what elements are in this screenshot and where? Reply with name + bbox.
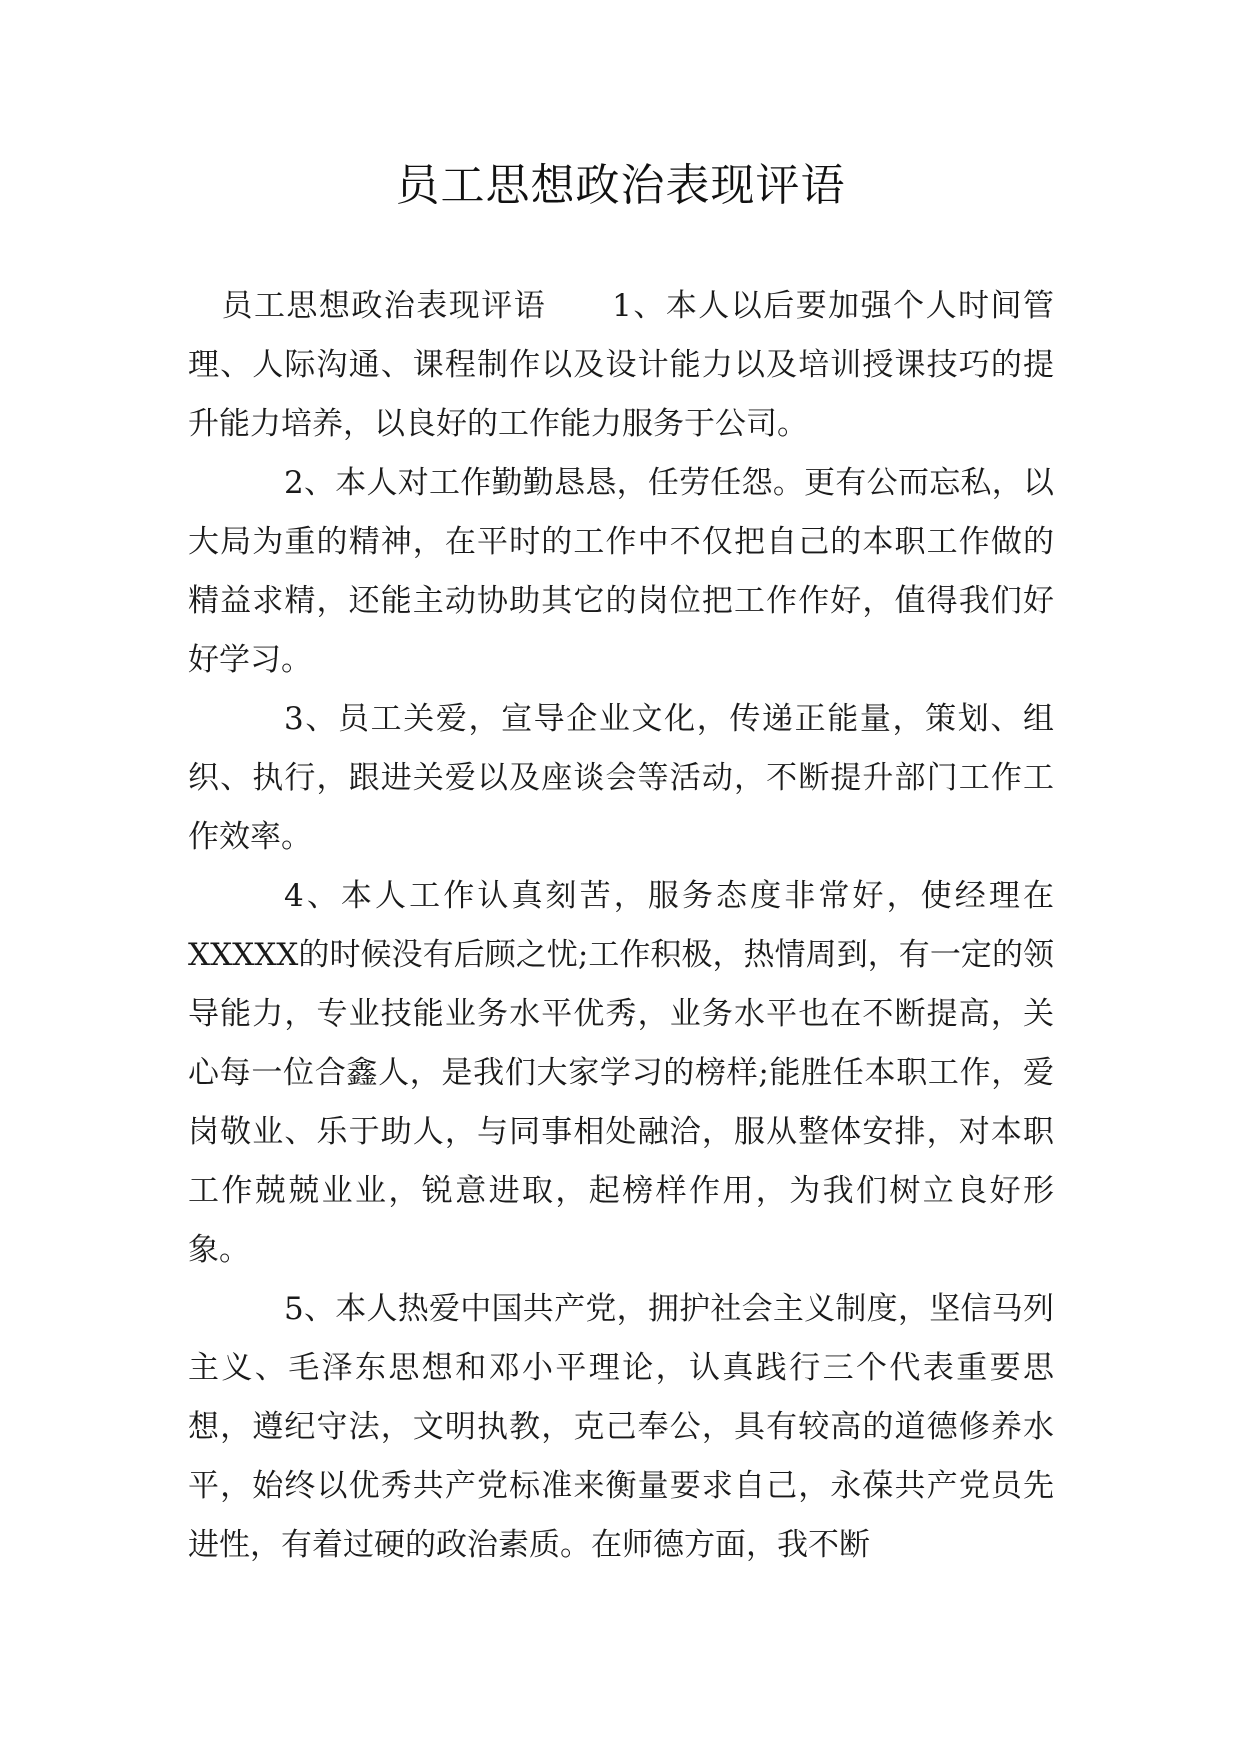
paragraph-2 (188, 454, 1054, 690)
paragraph-4-text: 4、本人工作认真刻苦，服务态度非常好，使经理在XXXXX的时候没有后顾之忧;工作积极，热情周到，有一定的领导能力，专业技能业务水平优秀，业务水平也在不断提高，关心每一位合鑫人，是我们大家学习的榜样;能胜任本职工作，爱岗敬业、乐于助人，与同事相处融洽，服从整体安排，对本职工作兢兢业业，锐意进取，起榜样作用，为我们树立良好形象。 (188, 878, 1054, 1268)
paragraph-1 (188, 277, 1054, 454)
paragraph-2-text: 2、本人对工作勤勤恳恳，任劳任怨。更有公而忘私，以大局为重的精神，在平时的工作中不仅把自己的本职工作做的精益求精，还能主动协助其它的岗位把工作作好，值得我们好好学习。 (188, 465, 1054, 678)
paragraph-5-text: 5、本人热爱中国共产党，拥护社会主义制度，坚信马列主义、毛泽东思想和邓小平理论，认真践行三个代表重要思想，遵纪守法，文明执教，克己奉公，具有较高的道德修养水平，始终以优秀共产党标准来衡量要求自己，永葆共产党员先进性，有着过硬的政治素质。在师德方面，我不断 (188, 1291, 1054, 1563)
paragraph-1-text: 1、本人以后要加强个人时间管理、人际沟通、课程制作以及设计能力以及培训授课技巧的提升能力培养，以良好的工作能力服务于公司。 (188, 288, 1054, 442)
paragraph-3-text: 3、员工关爱，宣导企业文化，传递正能量，策划、组织、执行，跟进关爱以及座谈会等活动，不断提升部门工作工作效率。 (188, 701, 1054, 855)
paragraph-4 (188, 867, 1054, 1280)
intro-heading: 员工思想政治表现评语 (220, 288, 547, 324)
paragraph-5 (188, 1280, 1054, 1575)
document-body (188, 277, 1054, 1575)
document-title: 员工思想政治表现评语 (395, 160, 846, 211)
paragraph-3 (188, 690, 1054, 867)
